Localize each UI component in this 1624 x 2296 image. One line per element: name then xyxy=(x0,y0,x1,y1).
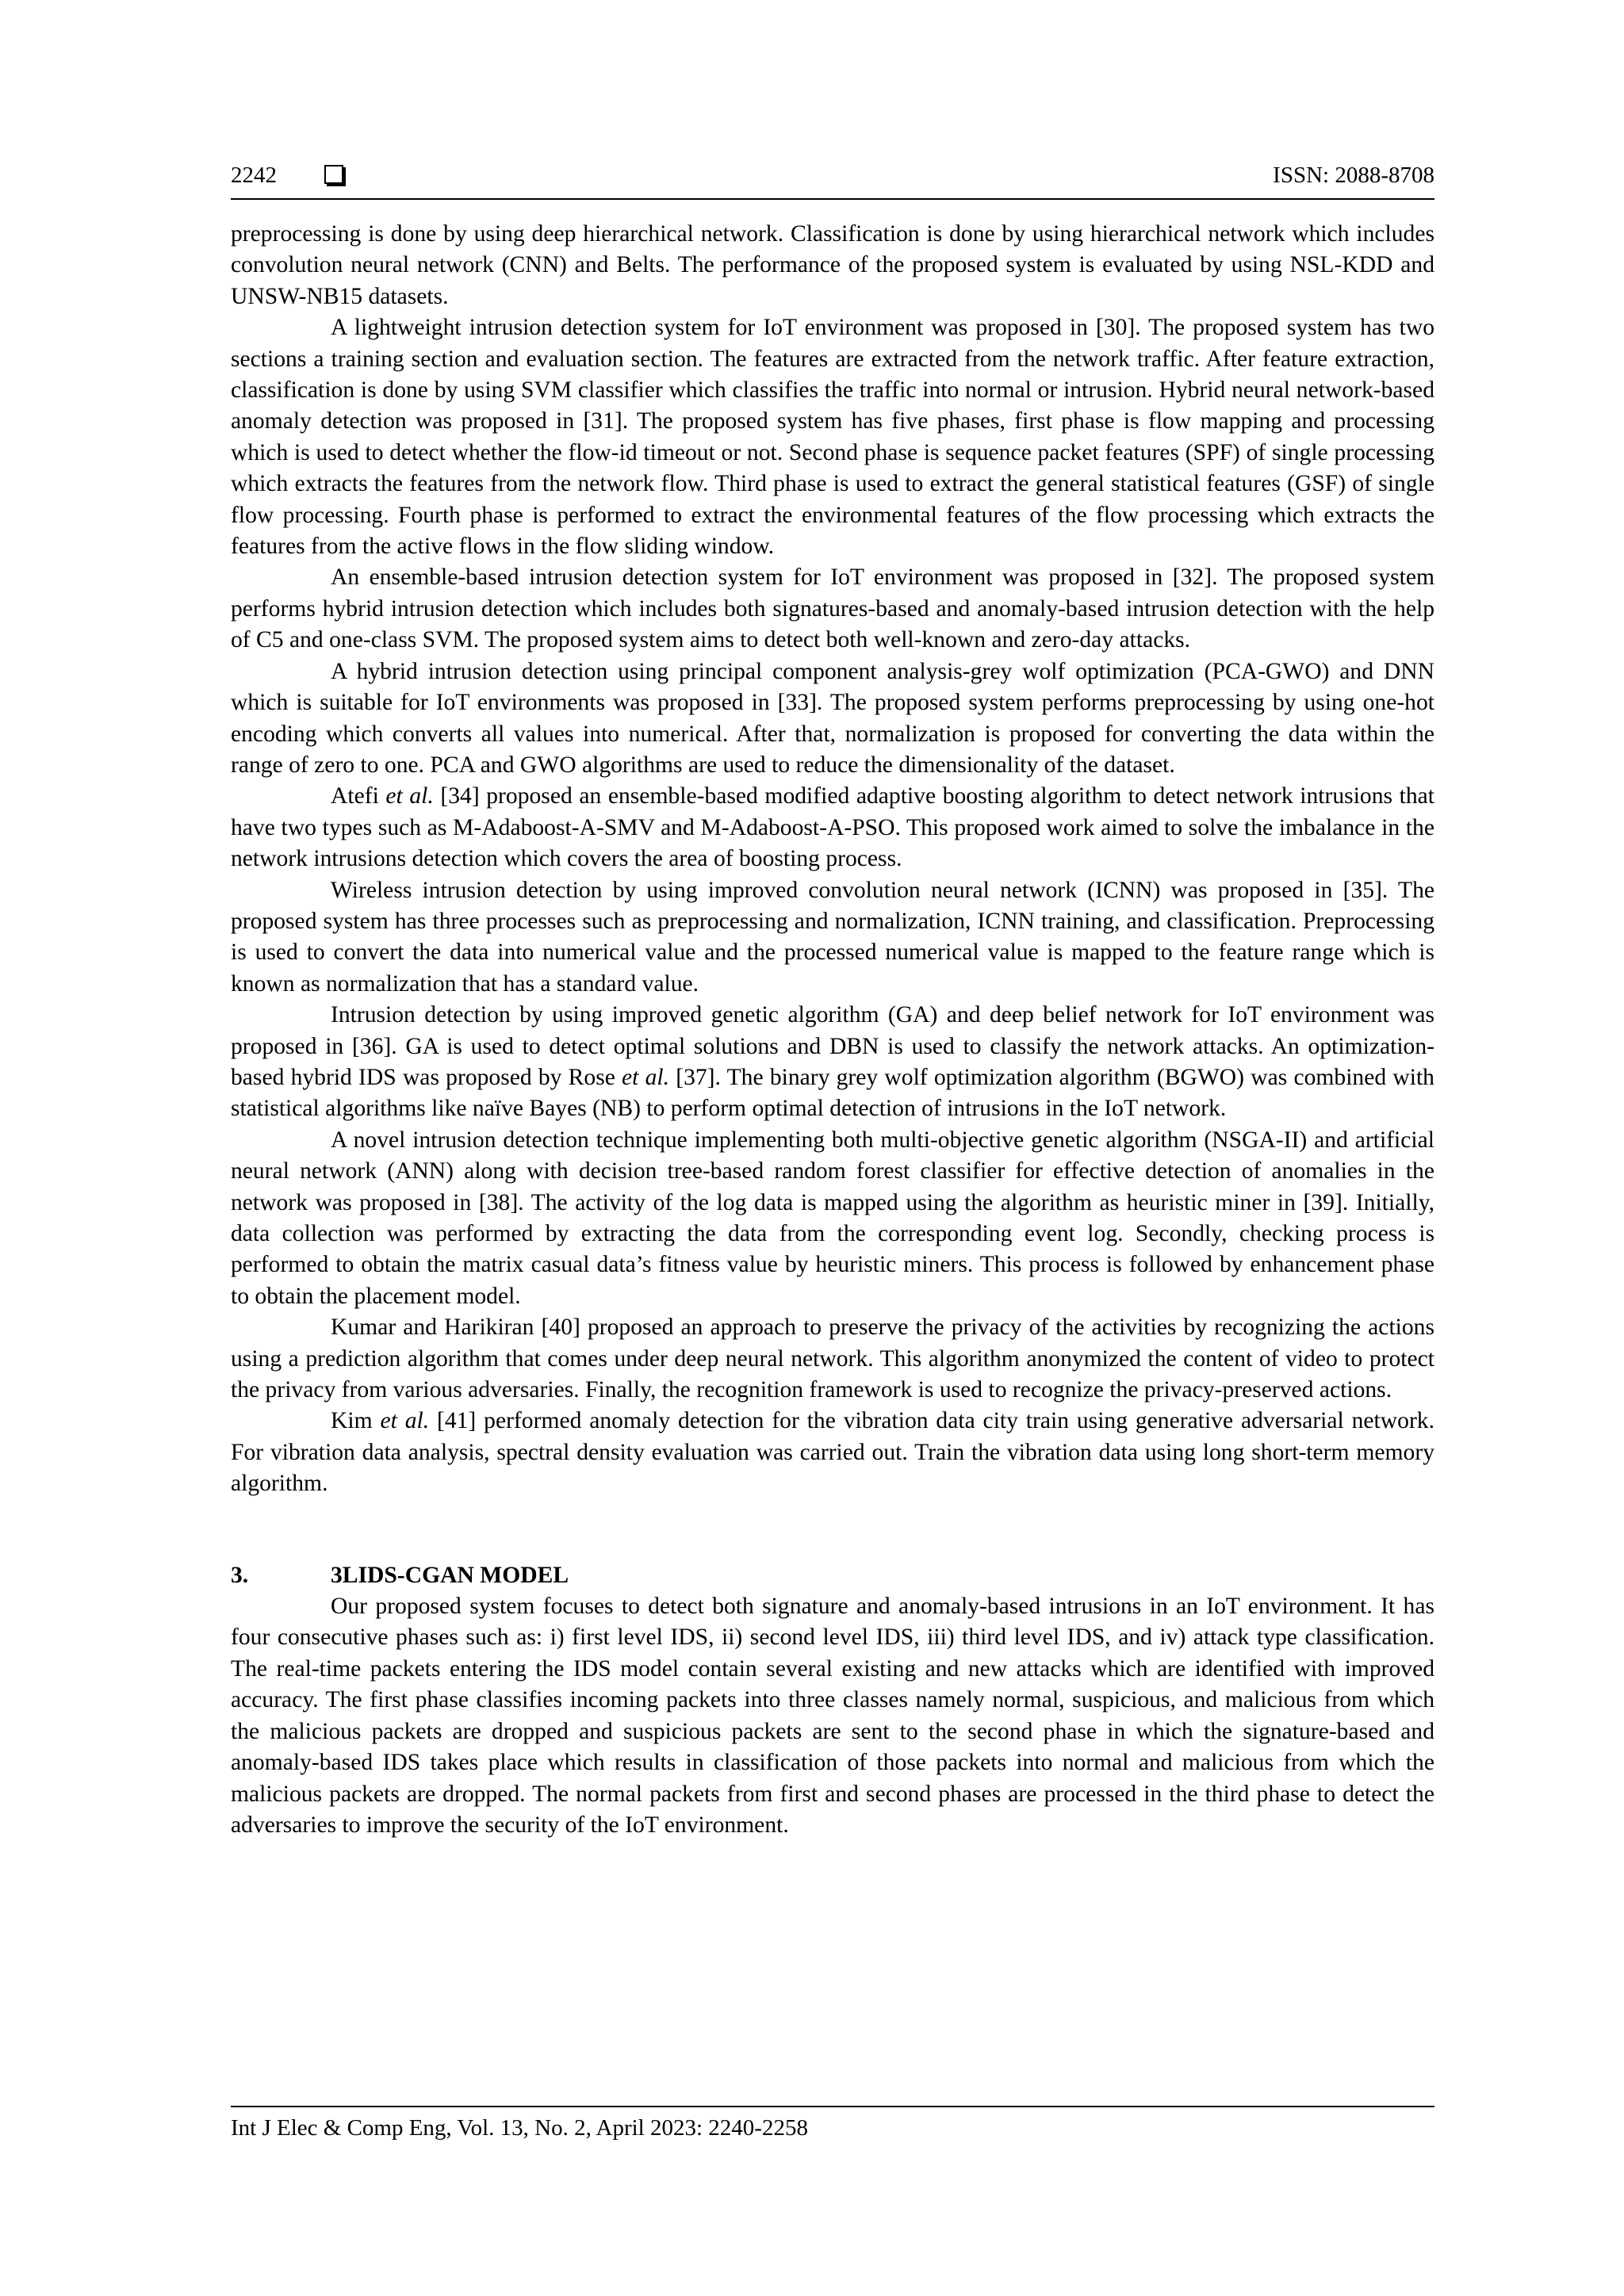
square-box-icon xyxy=(324,165,343,184)
journal-citation: Int J Elec & Comp Eng, Vol. 13, No. 2, April 2023: 2240-2258 xyxy=(231,2115,808,2141)
paragraph: A lightweight intrusion detection system for IoT environment was proposed in [30]. The proposed system has two sections a training section and evaluation section. The features are extracted from the network traffic. After feature extraction, classification is done by using SVM classifier which classifies the traffic into normal or intrusion. Hybrid neural network-based anomaly detection was proposed in [31]. The proposed system has five phases, first phase is flow mapping and processing which is used to detect whether the flow-id timeout or not. Second phase is sequence packet features (SPF) of single processing which extracts the features from the network flow. Third phase is used to extract the general statistical features (GSF) of single flow processing. Fourth phase is performed to extract the environmental features of the flow processing which extracts the features from the active flows in the flow sliding window. xyxy=(231,315,1434,560)
paragraph-italic: et al. xyxy=(380,1408,430,1434)
footer-rule xyxy=(231,2106,1434,2107)
body-text xyxy=(231,219,1434,1841)
section-title: 3LIDS-CGAN MODEL xyxy=(331,1562,569,1588)
page-number: 2242 xyxy=(231,163,277,188)
paragraph: Wireless intrusion detection by using improved convolution neural network (ICNN) was proposed in [35]. The proposed system has three processes such as preprocessing and normalization, ICNN training, and classification. Preprocessing is used to convert the data into numerical value and the processed numerical value is mapped to the feature range which is known as normalization that has a standard value. xyxy=(231,877,1434,997)
issn-label: ISSN: 2088-8708 xyxy=(1273,163,1434,188)
paragraph xyxy=(231,781,1434,874)
paragraph: A novel intrusion detection technique implementing both multi-objective genetic algorithm (NSGA-II) and artificial neural network (ANN) along with decision tree-based random forest classifier for effective detection of anomalies in the network was proposed in [38]. The activity of the log data is mapped using the algorithm as heuristic miner in [39]. Initially, data collection was performed by extracting the data from the corresponding event log. Secondly, checking process is performed to obtain the matrix casual data’s fitness value by heuristic miners. This process is followed by enhancement phase to obtain the placement model. xyxy=(231,1127,1434,1309)
paper-page xyxy=(231,151,1434,2228)
paragraph: Kumar and Harikiran [40] proposed an approach to preserve the privacy of the activities by recognizing the actions using a prediction algorithm that comes under deep neural network. This algorithm anonymized the content of video to protect the privacy from various adversaries. Finally, the recognition framework is used to recognize the privacy-preserved actions. xyxy=(231,1314,1434,1403)
header-rule xyxy=(231,198,1434,200)
paragraph xyxy=(231,1000,1434,1125)
paragraph-text: Intrusion detection by using improved genetic algorithm (GA) and deep belief network for IoT environment was proposed in [36]. GA is used to detect optimal solutions and DBN is used to classify the network attacks. An optimization-based hybrid IDS was proposed by Rose xyxy=(231,1002,1434,1090)
paragraph: A hybrid intrusion detection using principal component analysis-grey wolf optimization (PCA-GWO) and DNN which is suitable for IoT environments was proposed in [33]. The proposed system performs preprocessing by using one-hot encoding which converts all values into numerical. After that, normalization is proposed for converting the data within the range of zero to one. PCA and GWO algorithms are used to reduce the dimensionality of the dataset. xyxy=(231,658,1434,778)
section-heading xyxy=(231,1560,1434,1591)
paragraph-italic: et al. xyxy=(385,783,434,809)
page-footer xyxy=(231,2112,808,2144)
paragraph: An ensemble-based intrusion detection system for IoT environment was proposed in [32]. The proposed system performs hybrid intrusion detection which includes both signatures-based and anomaly-based intrusion detection with the help of C5 and one-class SVM. The proposed system aims to detect both well-known and zero-day attacks. xyxy=(231,564,1434,653)
paragraph-text: Atefi xyxy=(331,783,386,809)
paragraph-text: Kim xyxy=(331,1408,381,1434)
paragraph-text: [37]. The binary grey wolf optimization algorithm (BGWO) was combined with statistical algorithms like naïve Bayes (NB) to perform optimal detection of intrusions in the IoT network. xyxy=(231,1064,1434,1122)
section-number: 3. xyxy=(231,1562,249,1588)
paragraph: preprocessing is done by using deep hierarchical network. Classification is done by using hierarchical network which includes convolution neural network (CNN) and Belts. The performance of the proposed system is evaluated by using NSL-KDD and UNSW-NB15 datasets. xyxy=(231,221,1434,309)
paragraph-text: [41] performed anomaly detection for the vibration data city train using generative adversarial network. For vibration data analysis, spectral density evaluation was carried out. Train the vibration data using long short-term memory algorithm. xyxy=(231,1408,1434,1497)
paragraph-text: [34] proposed an ensemble-based modified adaptive boosting algorithm to detect network intrusions that have two types such as M-Adaboost-A-SMV and M-Adaboost-A-PSO. This proposed work aimed to solve the imbalance in the network intrusions detection which covers the area of boosting process. xyxy=(231,783,1434,872)
paragraph: Our proposed system focuses to detect both signature and anomaly-based intrusions in an IoT environment. It has four consecutive phases such as: i) first level IDS, ii) second level IDS, iii) third level IDS, and iv) attack type classification. The real-time packets entering the IDS model contain several existing and new attacks which are identified with improved accuracy. The first phase classifies incoming packets into three classes namely normal, suspicious, and malicious from which the malicious packets are dropped and suspicious packets are sent to the second phase in which the signature-based and anomaly-based IDS takes place which results in classification of those packets into normal and malicious from which the malicious packets are dropped. The normal packets from first and second phases are processed in the third phase to detect the adversaries to improve the security of the IoT environment. xyxy=(231,1594,1434,1838)
paragraph-italic: et al. xyxy=(622,1064,670,1090)
paragraph xyxy=(231,1406,1434,1499)
page-header xyxy=(231,157,1434,193)
